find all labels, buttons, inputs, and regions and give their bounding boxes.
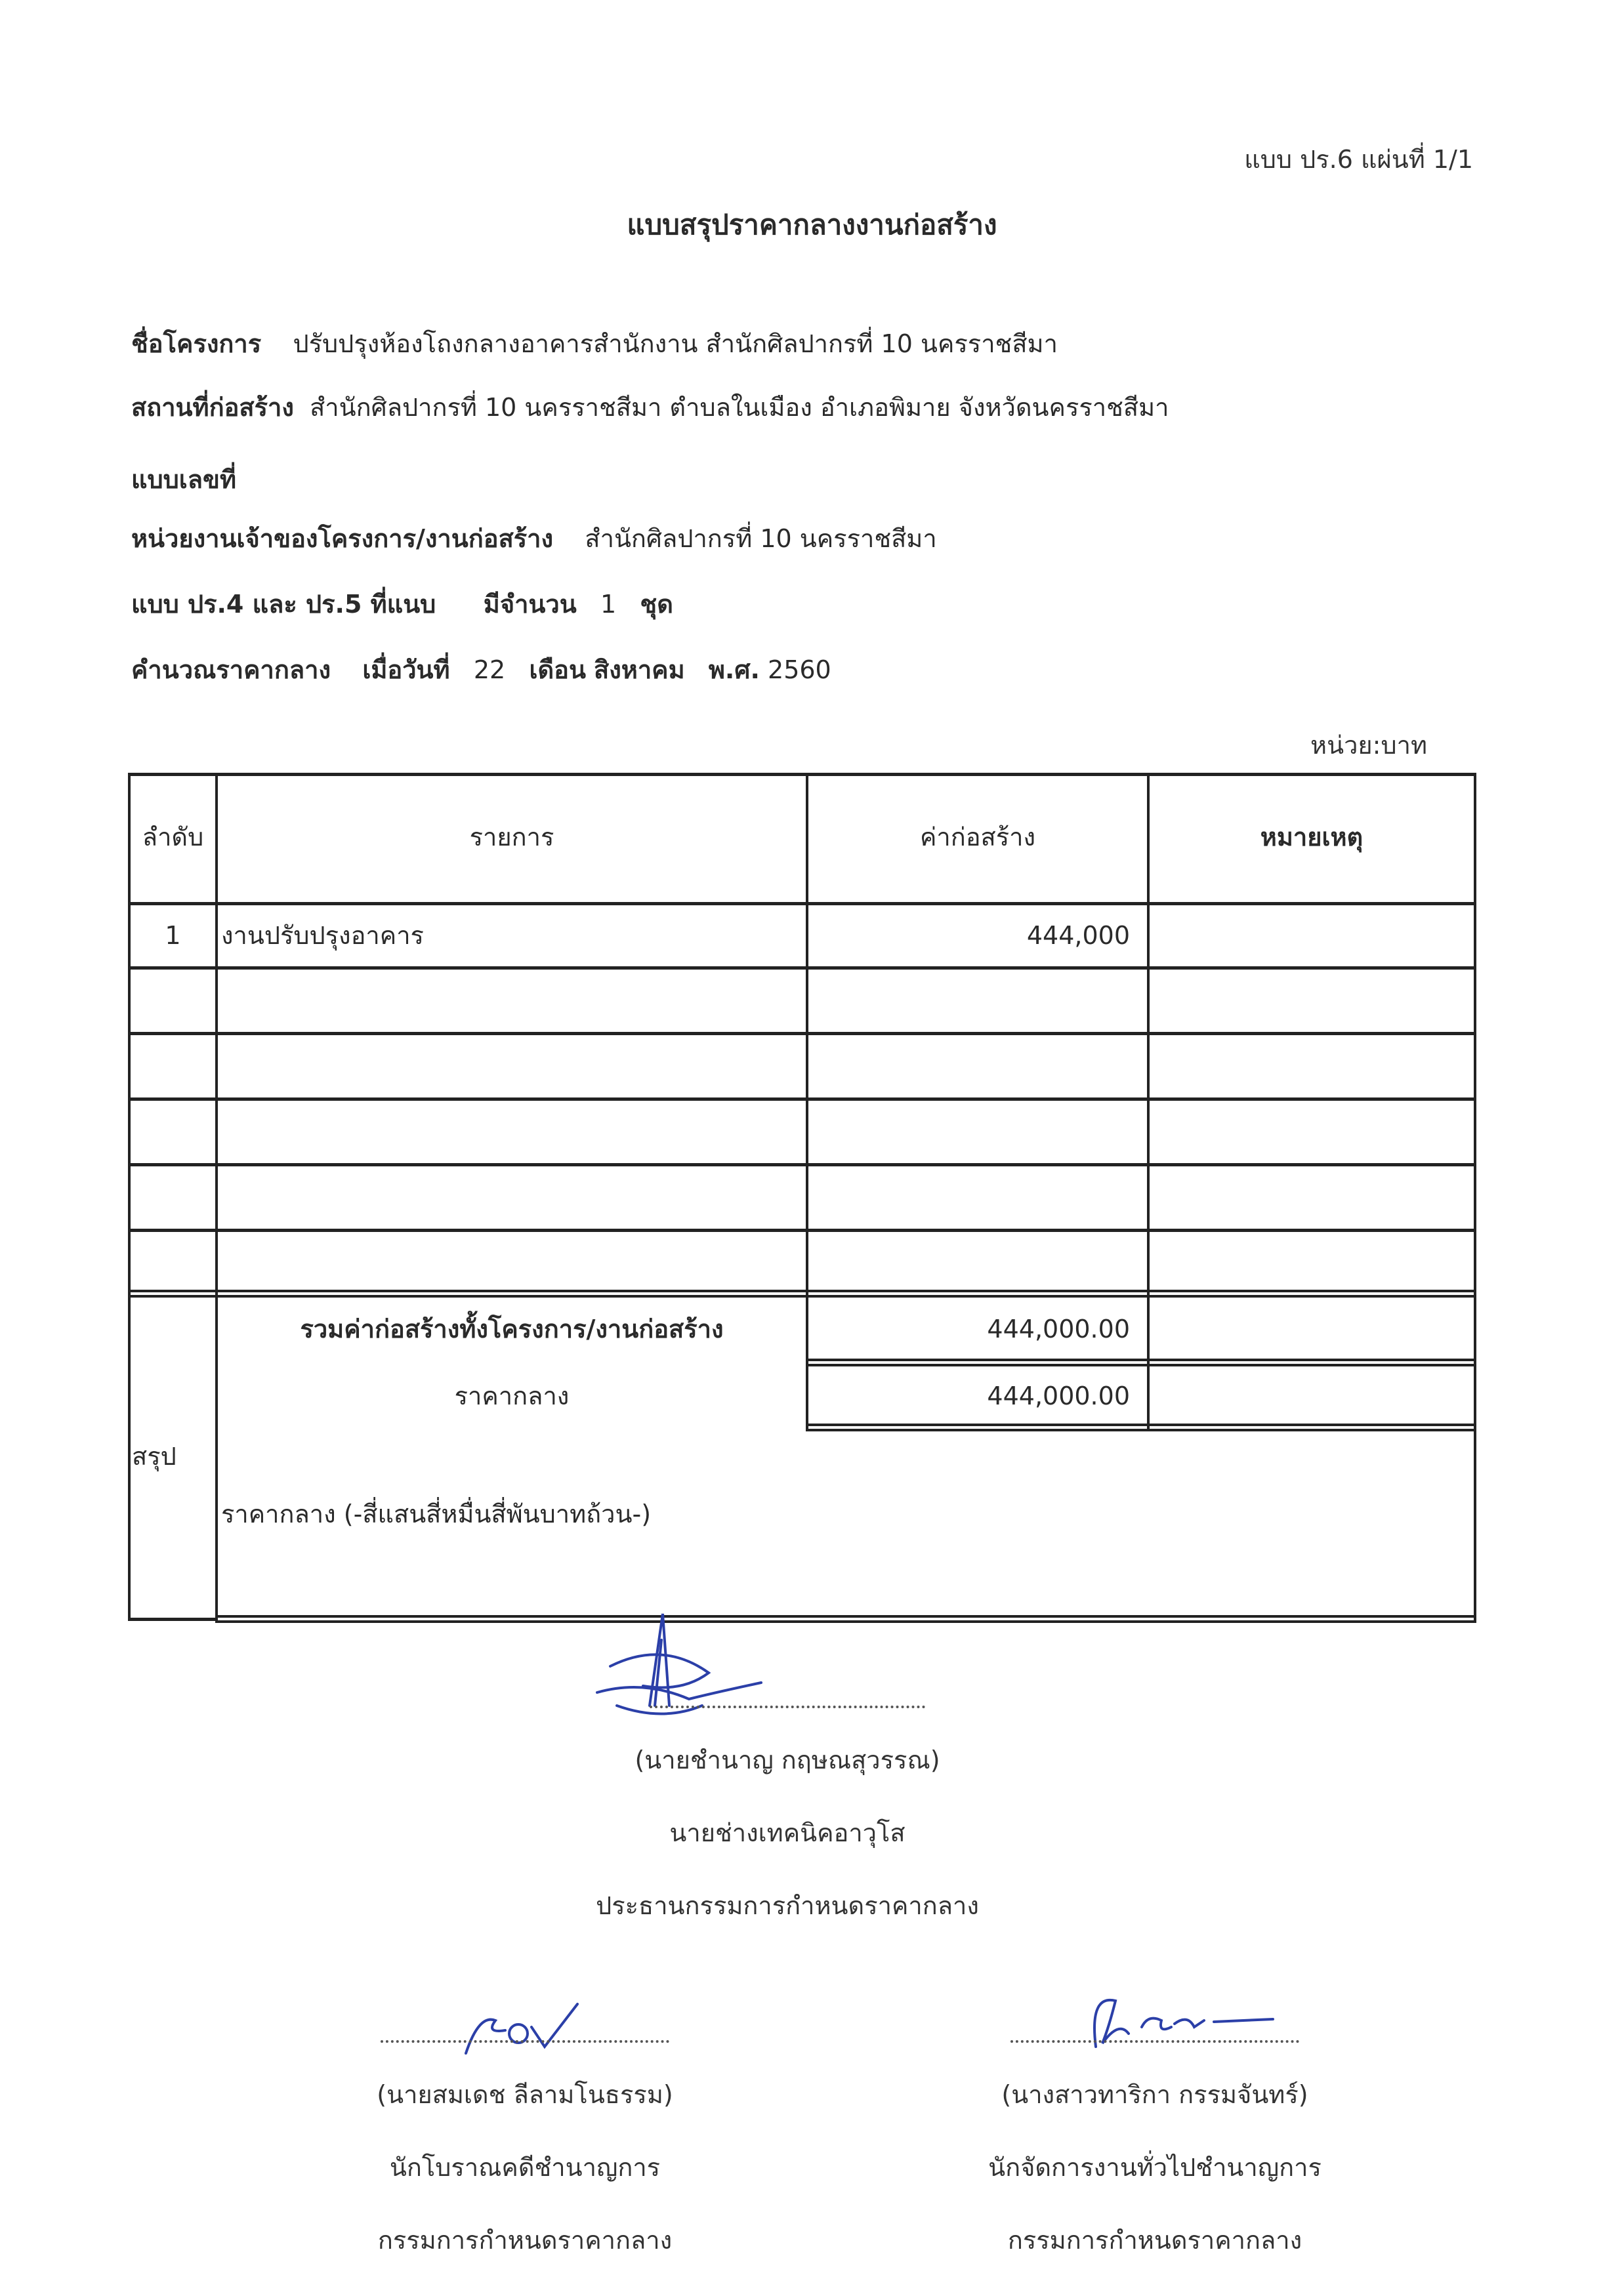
signature-block-chairman [459,1706,1115,1925]
row-item: งานปรับปรุงอาคาร [221,921,424,950]
signer-name: (นายชำนาญ กฤษณสุวรรณ) [635,1746,940,1774]
signer-role: กรรมการกำหนดราคากลาง [377,2226,673,2255]
signer-position: นายช่างเทคนิคอาวุโส [669,1818,906,1847]
site-row [131,387,1169,427]
median-price-value: 444,000.00 [987,1382,1130,1410]
calc-year: 2560 [768,655,831,684]
table-right-border [1474,773,1476,1620]
project-name-value: ปรับปรุงห้องโถงกลางอาคารสำนักงาน สำนักศิลปากรที่ 10 นครราชสีมา [293,329,1058,358]
signature-line [1010,2040,1299,2043]
signer-name: (นายสมเดช ลีลามโนธรรม) [377,2080,673,2109]
table-bottom-double-line [215,1615,1476,1623]
row-note [1150,970,1474,1031]
calc-day: 22 [473,655,506,684]
row-no [131,1166,215,1227]
row-no [131,1035,215,1096]
attached-count-unit: ชุด [640,590,673,619]
col-header-cost: ค่าก่อสร้าง [919,823,1036,851]
col-header-item: รายการ [469,823,554,851]
row-no: 1 [165,921,181,950]
median-price-label: ราคากลาง [454,1382,570,1410]
owner-label: หน่วยงานเจ้าของโครงการ/งานก่อสร้าง [131,524,554,553]
row-note [1150,1232,1474,1293]
row-cost [808,1232,1130,1293]
row-cost [808,970,1130,1031]
page-title: แบบสรุปราคากลางงานก่อสร้าง [627,209,997,241]
project-name-row [131,323,1058,363]
row-cost: 444,000 [1026,921,1130,950]
calc-date-row [131,649,831,689]
site-value: สำนักศิลปากรที่ 10 นครราชสีมา ตำบลในเมือง อำเภอพิมาย จังหวัดนครราชสีมา [310,393,1169,422]
median-row-double-line [806,1424,1476,1431]
signature-line [381,2040,669,2043]
total-cost-value: 444,000.00 [987,1315,1130,1343]
row-cost [808,1166,1130,1227]
row-item [221,1232,799,1293]
attached-forms-label: แบบ ปร.4 และ ปร.5 ที่แนบ [131,590,436,619]
unit-label: หน่วย:บาท [1310,731,1427,760]
row-no [131,1232,215,1293]
signer-role: ประธานกรรมการกำหนดราคากลาง [596,1891,979,1920]
calc-month: สิงหาคม [594,655,685,684]
signer-position: นักโบราณคดีชำนาญการ [389,2153,661,2182]
row-item [221,970,799,1031]
signature-line [650,1706,925,1708]
row-no [131,1101,215,1162]
signer-position: นักจัดการงานทั่วไปชำนาญการ [988,2153,1322,2182]
attached-forms-row [131,584,673,624]
summary-double-line [128,1290,1476,1298]
row-item [221,1101,799,1162]
calc-label: คำนวณราคากลาง [131,655,331,684]
table-bottom-left [128,1618,218,1621]
row-cost [808,1035,1130,1096]
signer-role: กรรมการกำหนดราคากลาง [1007,2226,1302,2255]
drawing-no-label: แบบเลขที่ [131,465,237,494]
project-name-label: ชื่อโครงการ [131,329,262,358]
row-note [1150,1101,1474,1162]
attached-count-label: มีจำนวน [483,590,577,619]
total-row-double-line [806,1359,1476,1366]
row-note [1150,1035,1474,1096]
calc-year-label: พ.ศ. [708,655,760,684]
median-price-text: ราคากลาง (-สี่แสนสี่หมื่นสี่พันบาทถ้วน-) [221,1500,652,1528]
attached-count-value: 1 [600,590,617,619]
drawing-no-row [131,459,236,499]
signature-block-member1 [282,2040,768,2260]
form-number: แบบ ปร.6 แผ่นที่ 1/1 [1244,145,1473,174]
row-item [221,1035,799,1096]
row-note [1150,905,1474,966]
summary-label: สรุป [132,1442,177,1471]
row-note [1150,1166,1474,1227]
row-item [221,1166,799,1227]
total-cost-label: รวมค่าก่อสร้างทั้งโครงการ/งานก่อสร้าง [300,1315,724,1343]
col-header-no: ลำดับ [142,823,204,851]
site-label: สถานที่ก่อสร้าง [131,393,294,422]
calc-month-label: เดือน [529,655,586,684]
owner-row [131,518,937,558]
row-no [131,970,215,1031]
col-header-note: หมายเหตุ [1260,823,1364,851]
signer-name: (นางสาวทาริกา กรรมจันทร์) [1001,2080,1308,2109]
signature-block-member2 [906,2040,1404,2260]
row-cost [808,1101,1130,1162]
calc-date-label: เมื่อวันที่ [362,655,450,684]
owner-value: สำนักศิลปากรที่ 10 นครราชสีมา [585,524,937,553]
